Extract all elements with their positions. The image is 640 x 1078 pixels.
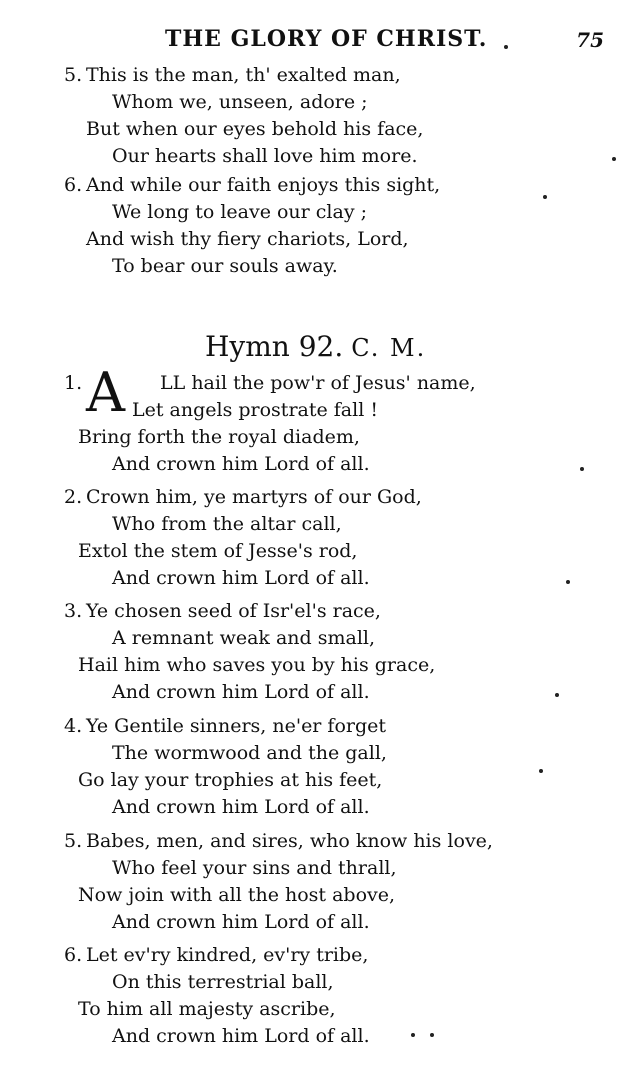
stanza-line: And wish thy fiery chariots, Lord,	[86, 228, 409, 250]
line-text: This is the man, th' exalted man,	[86, 64, 401, 86]
line-text: Let ev'ry kindred, ev'ry tribe,	[86, 944, 369, 966]
hymn-meter: C. M.	[351, 334, 427, 362]
hymn-stanza-4	[64, 713, 544, 821]
stanza-line	[64, 172, 544, 199]
stanza-line: Who from the altar call,	[112, 513, 342, 535]
line-text: And while our faith enjoys this sight,	[86, 174, 441, 196]
stanza-line: On this terrestrial ball,	[112, 971, 334, 993]
stanza-number: 2.	[64, 486, 83, 508]
stanza-line	[64, 828, 544, 855]
print-speck	[504, 45, 508, 49]
stanza-number: 6.	[64, 944, 83, 966]
drop-cap: A	[86, 361, 125, 424]
stanza-number: 5.	[64, 830, 83, 852]
stanza-line: Hail him who saves you by his grace,	[78, 654, 436, 676]
stanza-line: A remnant weak and small,	[112, 627, 376, 649]
line-text: Ye chosen seed of Isr'el's race,	[86, 600, 381, 622]
stanza-line: Whom we, unseen, adore ;	[112, 91, 368, 113]
hymn-stanza-2	[64, 484, 544, 592]
stanza-line: Bring forth the royal diadem,	[78, 426, 360, 448]
stanza-number: 5.	[64, 64, 83, 86]
print-speck	[566, 580, 570, 584]
stanza-line	[64, 484, 544, 511]
stanza-line: And crown him Lord of all.	[112, 1025, 370, 1047]
stanza-number: 3.	[64, 600, 83, 622]
print-speck	[411, 1033, 415, 1037]
page-number: 75	[576, 28, 604, 52]
stanza-line	[64, 62, 544, 89]
print-speck	[430, 1033, 434, 1037]
stanza-line: Go lay your trophies at his feet,	[78, 769, 383, 791]
stanza-line: Extol the stem of Jesse's rod,	[78, 540, 358, 562]
stanza-line: And crown him Lord of all.	[112, 796, 370, 818]
prev-stanza-5	[64, 62, 544, 170]
hymn-stanza-1	[64, 361, 544, 478]
hymn-stanza-6	[64, 942, 544, 1050]
line-text: Babes, men, and sires, who know his love,	[86, 830, 493, 852]
stanza-line: To him all majesty ascribe,	[78, 998, 336, 1020]
hymn-title	[205, 330, 426, 363]
stanza-line: Let angels prostrate fall !	[132, 399, 378, 421]
stanza-line: But when our eyes behold his face,	[86, 118, 424, 140]
stanza-number: 1.	[64, 372, 83, 394]
stanza-line: We long to leave our clay ;	[112, 201, 368, 223]
print-speck	[539, 769, 543, 773]
stanza-line: Now join with all the host above,	[78, 884, 396, 906]
line-text: Ye Gentile sinners, ne'er forget	[86, 715, 387, 737]
hymn-stanza-3	[64, 598, 544, 706]
stanza-number: 4.	[64, 715, 83, 737]
stanza-line: And crown him Lord of all.	[112, 911, 370, 933]
stanza-line	[64, 942, 544, 969]
print-speck	[555, 693, 559, 697]
print-speck	[580, 467, 584, 471]
line-text: LL hail the pow'r of Jesus' name,	[160, 372, 476, 394]
prev-stanza-6	[64, 172, 544, 280]
stanza-line: Our hearts shall love him more.	[112, 145, 418, 167]
stanza-number: 6.	[64, 174, 83, 196]
stanza-line	[64, 598, 544, 625]
stanza-line: And crown him Lord of all.	[112, 453, 370, 475]
stanza-line	[64, 713, 544, 740]
print-speck	[612, 157, 616, 161]
stanza-line: The wormwood and the gall,	[112, 742, 387, 764]
line-text: Crown him, ye martyrs of our God,	[86, 486, 422, 508]
hymn-number: Hymn 92.	[205, 330, 344, 363]
stanza-line: And crown him Lord of all.	[112, 567, 370, 589]
running-head: THE GLORY OF CHRIST.	[165, 26, 488, 52]
hymn-stanza-5	[64, 828, 544, 936]
print-speck	[543, 195, 547, 199]
stanza-line: And crown him Lord of all.	[112, 681, 370, 703]
stanza-line: Who feel your sins and thrall,	[112, 857, 397, 879]
stanza-line: To bear our souls away.	[112, 255, 338, 277]
